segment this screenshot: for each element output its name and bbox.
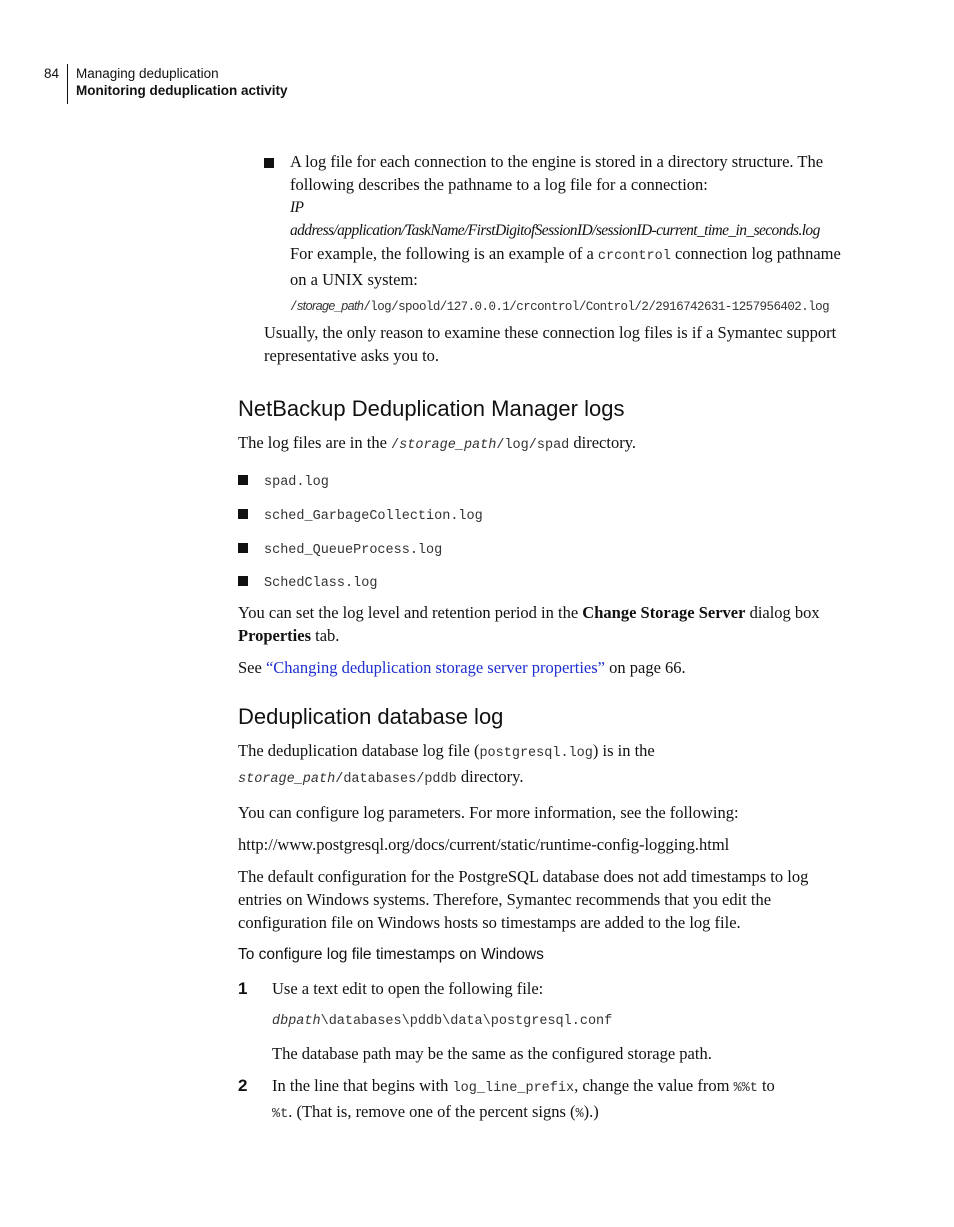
log-level-pre: You can set the log level and retention period in the	[238, 603, 583, 622]
change-storage-server-label: Change Storage Server	[582, 603, 746, 622]
file-name: spad.log	[264, 475, 329, 490]
bullet-square-icon	[238, 576, 248, 586]
section-heading-db: Deduplication database log	[238, 704, 504, 729]
header-chapter: Managing deduplication	[76, 66, 219, 81]
see-post: on page 66.	[605, 658, 686, 677]
cross-reference-link[interactable]: “Changing deduplication storage server properties”	[265, 658, 606, 677]
new-value-code: %t	[272, 1107, 289, 1122]
example-log-path	[290, 295, 856, 319]
step2-post: ).)	[583, 1102, 599, 1121]
procedure-title: To configure log file timestamps on Windows	[238, 946, 544, 963]
properties-tab-label: Properties	[238, 626, 312, 645]
spad-intro-pre: The log files are in the	[238, 433, 392, 452]
spad-file-list	[238, 468, 856, 592]
step-note: The database path may be the same as the configured storage path.	[272, 1044, 712, 1063]
percent-sign-code: %	[575, 1107, 584, 1122]
old-value-code: %%t	[733, 1081, 758, 1096]
config-path-dbpath: dbpath	[272, 1014, 321, 1029]
bullet-text	[290, 150, 856, 196]
list-item	[238, 536, 856, 559]
file-name: sched_QueueProcess.log	[264, 543, 443, 558]
config-path-rest: \databases\pddb\data\postgresql.conf	[320, 1014, 613, 1029]
see-pre: See	[238, 658, 266, 677]
log-path-pattern-line-2: address/application/TaskName/FirstDigitofSessionID/sessionID-current_time_in_seconds.log	[290, 222, 820, 239]
list-item	[238, 468, 856, 491]
section-heading-spad: NetBackup Deduplication Manager logs	[238, 396, 625, 421]
config-file-path	[272, 1010, 856, 1033]
step-text	[272, 1074, 856, 1126]
bullet-square-icon	[238, 475, 248, 485]
postgresql-log-code: postgresql.log	[479, 746, 593, 761]
spad-path-slash: /	[391, 438, 400, 453]
spad-intro-post: directory.	[569, 433, 637, 452]
list-item	[264, 150, 856, 319]
file-name: sched_GarbageCollection.log	[264, 509, 483, 524]
bullet-square-icon	[238, 509, 248, 519]
step2-mid-3: . (That is, remove one of the percent signs (	[288, 1102, 576, 1121]
step-number: 2	[238, 1076, 248, 1095]
example-paragraph	[290, 242, 856, 291]
example-path-storage: storage_path	[296, 299, 364, 313]
configure-paragraph: You can configure log parameters. For more information, see the following:	[238, 803, 739, 822]
spad-path	[391, 438, 569, 453]
example-text-post: connection log pathname on a UNIX system:	[290, 244, 841, 289]
step2-pre: In the line that begins with	[272, 1076, 453, 1095]
step-number: 1	[238, 979, 248, 998]
example-path-prefix: /	[290, 300, 297, 314]
db-path-rest: /databases/pddb	[335, 772, 457, 787]
bullet-sentence-2: The following describes the pathname to a log file for a connection:	[290, 152, 824, 194]
step-text: Use a text edit to open the following file:	[272, 979, 544, 998]
see-also-paragraph	[238, 656, 856, 679]
bullet-sentence-1: A log file for each connection to the engine is stored in a directory structure.	[290, 152, 794, 171]
db-path-storage: storage_path	[238, 772, 336, 787]
log-level-post: tab.	[311, 626, 340, 645]
page-number: 84	[44, 66, 60, 81]
header-divider	[67, 64, 68, 104]
bullet-square-icon	[238, 543, 248, 553]
bullet-square-icon	[264, 158, 274, 168]
db-location-post: directory.	[456, 767, 524, 786]
file-name: SchedClass.log	[264, 576, 378, 591]
step2-mid-2: to	[757, 1076, 775, 1095]
log-level-paragraph	[238, 601, 856, 647]
postgresql-url: http://www.postgresql.org/docs/current/static/runtime-config-logging.html	[238, 835, 730, 854]
db-location-mid: ) is in the	[592, 741, 655, 760]
spad-path-rest: /log/spad	[496, 438, 570, 453]
spad-path-storage: storage_path	[399, 438, 497, 453]
log-path-pattern-line-1: IP	[290, 199, 304, 216]
procedure-step-2	[238, 1074, 856, 1126]
usually-paragraph: Usually, the only reason to examine these connection log files is if a Symantec support representative asks you to.	[264, 323, 837, 365]
db-location-paragraph	[238, 739, 856, 791]
example-text-pre: For example, the following is an example of a	[290, 244, 598, 263]
db-location-pre: The deduplication database log file (	[238, 741, 480, 760]
log-level-mid: dialog box	[745, 603, 820, 622]
step2-mid-1: , change the value from	[574, 1076, 734, 1095]
page-body	[238, 150, 856, 1126]
db-path	[238, 772, 457, 787]
procedure-step-1	[238, 977, 856, 1065]
example-path-rest: /log/spoold/127.0.0.1/crcontrol/Control/2/2916742631-1257956402.log	[363, 300, 830, 314]
list-item	[238, 502, 856, 525]
log-line-prefix-code: log_line_prefix	[452, 1081, 575, 1096]
spad-intro	[238, 431, 856, 457]
header-section: Monitoring deduplication activity	[76, 83, 288, 98]
timestamp-recommendation: The default configuration for the PostgreSQL database does not add timestamps to log entries on Windows systems. Therefore, Symantec recommends that you edit the configuration file on Windows hosts so timestamps are added to the log file.	[238, 867, 809, 932]
crcontrol-code: crcontrol	[597, 249, 671, 264]
list-item	[238, 569, 856, 592]
